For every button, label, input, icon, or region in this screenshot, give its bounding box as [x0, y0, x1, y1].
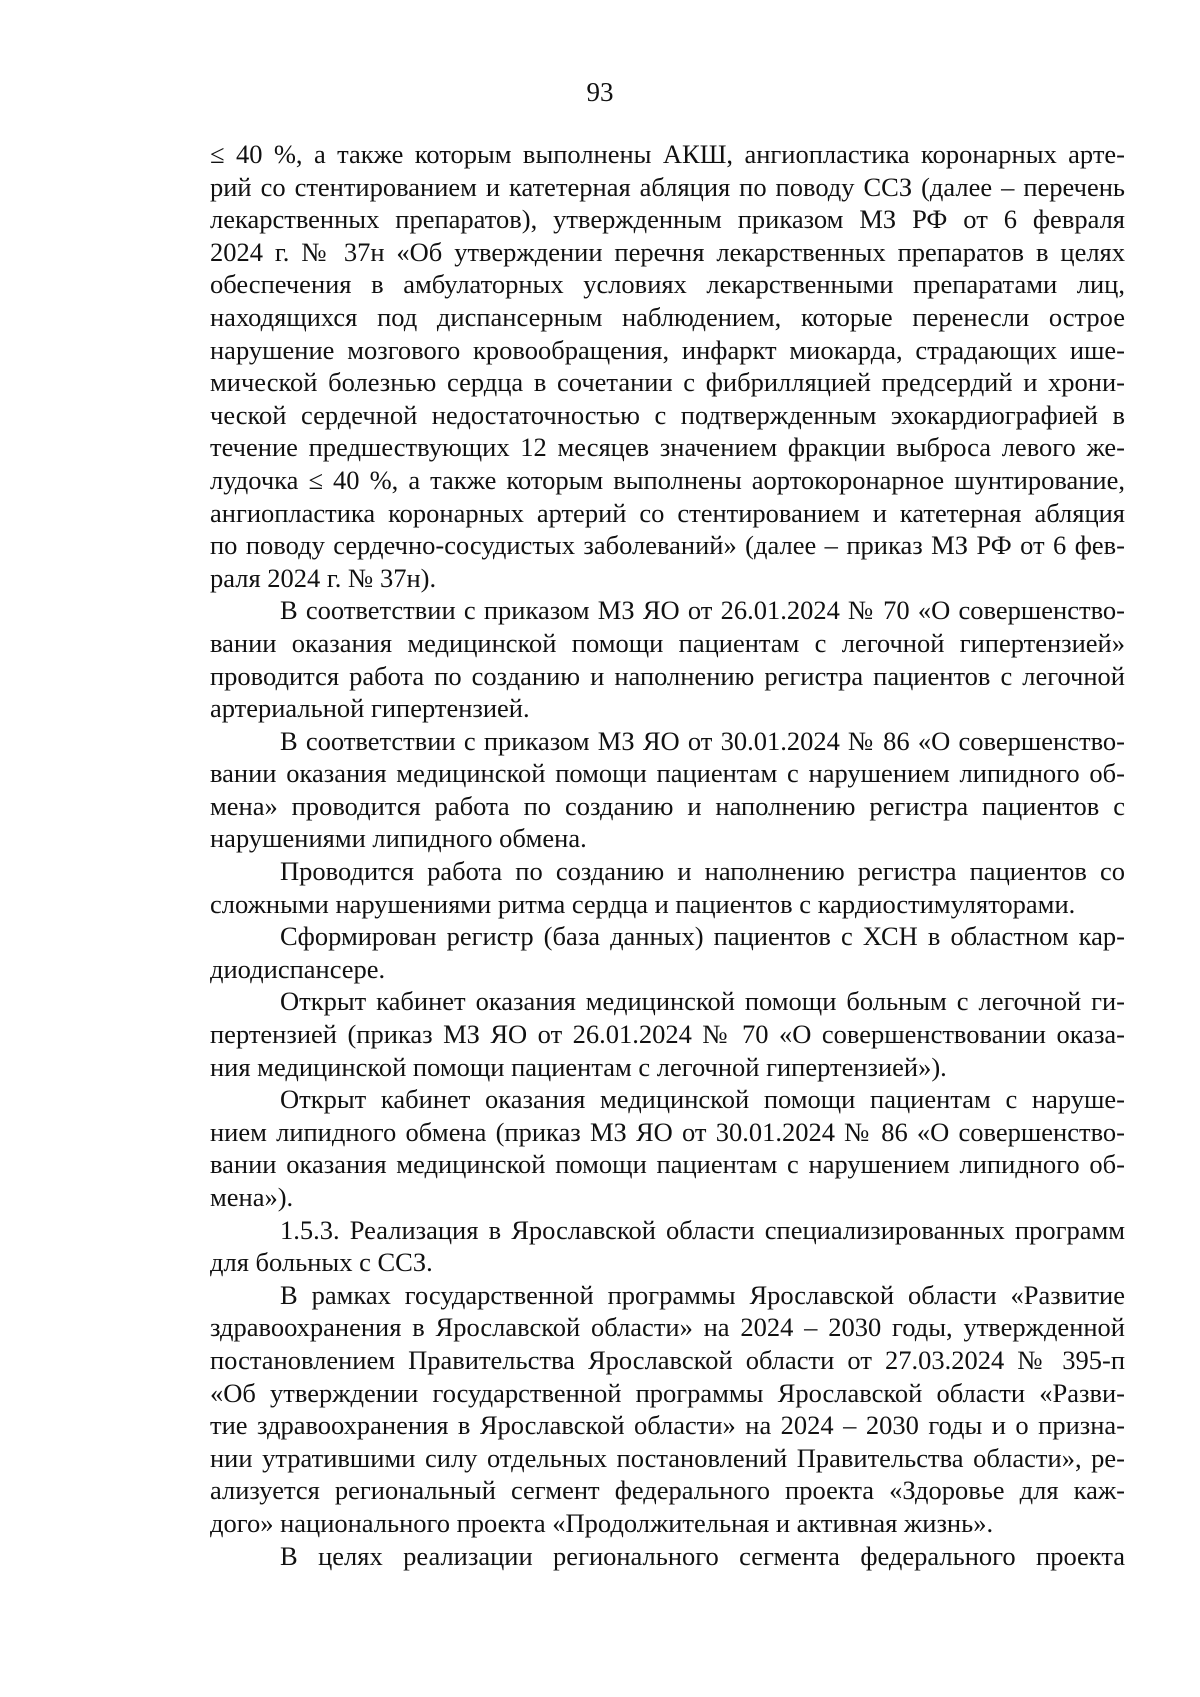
text-line: дого» национального проекта «Продолжительная и активная жизнь».	[210, 1507, 994, 1538]
text-line: В соответствии с приказом МЗ ЯО от 30.01.2024 № 86 «О совершенство-	[280, 725, 1125, 756]
text-line: лекарственных препаратов), утвержденным приказом МЗ РФ от 6 февраля	[210, 204, 1125, 235]
text-line: нарушениями липидного обмена.	[210, 823, 587, 854]
text-line: проводится работа по созданию и наполнению регистра пациентов с легочной	[210, 660, 1125, 691]
text-line: нии утратившими силу отдельных постановлений Правительства области», ре-	[210, 1442, 1125, 1473]
text-line: постановлением Правительства Ярославской области от 27.03.2024 № 395-п	[210, 1344, 1125, 1375]
text-line: нарушение мозгового кровообращения, инфаркт миокарда, страдающих ише-	[210, 334, 1125, 365]
text-line: течение предшествующих 12 месяцев значением фракции выброса левого же-	[210, 432, 1125, 463]
text-line: лудочка ≤ 40 %, а также которым выполнены аортокоронарное шунтирование,	[210, 464, 1125, 495]
document-body-text	[210, 138, 1125, 1572]
text-line: 1.5.3. Реализация в Ярославской области специализированных программ	[280, 1214, 1125, 1245]
text-line: для больных с ССЗ.	[210, 1247, 433, 1278]
text-line: мена»).	[210, 1182, 294, 1212]
text-line: Проводится работа по созданию и наполнению регистра пациентов со	[280, 856, 1125, 887]
text-line: рий со стентированием и катетерная абляция по поводу ССЗ (далее – перечень	[210, 171, 1125, 202]
text-line: по поводу сердечно-сосудистых заболеваний» (далее – приказ МЗ РФ от 6 фев-	[210, 530, 1125, 561]
text-line: нием липидного обмена (приказ МЗ ЯО от 30.01.2024 № 86 «О совершенство-	[210, 1116, 1125, 1147]
text-line: мена» проводится работа по созданию и наполнению регистра пациентов с	[210, 790, 1125, 821]
text-line: ческой сердечной недостаточностью с подтвержденным эхокардиографией в	[210, 399, 1125, 430]
text-line: Открыт кабинет оказания медицинской помощи пациентам с наруше-	[280, 1084, 1125, 1115]
text-line: 2024 г. № 37н «Об утверждении перечня лекарственных препаратов в целях	[210, 236, 1125, 267]
text-line: вании оказания медицинской помощи пациентам с легочной гипертензией»	[210, 627, 1125, 658]
text-line: находящихся под диспансерным наблюдением, которые перенесли острое	[210, 301, 1125, 332]
text-line: сложными нарушениями ритма сердца и пациентов с кардиостимуляторами.	[210, 888, 1076, 919]
text-line: мической болезнью сердца в сочетании с фибрилляцией предсердий и хрони-	[210, 367, 1125, 398]
text-line: В целях реализации регионального сегмента федерального проекта	[280, 1540, 1125, 1571]
text-line: диодиспансере.	[210, 953, 386, 984]
text-line: Открыт кабинет оказания медицинской помощи больным с легочной ги-	[280, 986, 1125, 1017]
page-number: 93	[586, 77, 614, 107]
text-line: ≤ 40 %, а также которым выполнены АКШ, ангиопластика коронарных арте-	[210, 139, 1125, 169]
text-line: В рамках государственной программы Ярославской области «Развитие	[280, 1279, 1125, 1310]
text-line: обеспечения в амбулаторных условиях лекарственными препаратами лиц,	[210, 269, 1125, 300]
text-line: вании оказания медицинской помощи пациентам с нарушением липидного об-	[210, 1149, 1125, 1180]
text-line: артериальной гипертензией.	[210, 693, 530, 724]
text-line: пертензией (приказ МЗ ЯО от 26.01.2024 № 70 «О совершенствовании оказа-	[210, 1019, 1125, 1050]
text-line: ния медицинской помощи пациентам с легочной гипертензией»).	[210, 1051, 947, 1082]
text-line: ализуется региональный сегмент федерального проекта «Здоровье для каж-	[210, 1475, 1125, 1506]
text-line: «Об утверждении государственной программы Ярославской области «Разви-	[210, 1377, 1125, 1408]
text-line: В соответствии с приказом МЗ ЯО от 26.01.2024 № 70 «О совершенство-	[280, 595, 1125, 626]
text-line: Сформирован регистр (база данных) пациентов с ХСН в областном кар-	[280, 921, 1125, 952]
text-line: тие здравоохранения в Ярославской области» на 2024 – 2030 годы и о призна-	[210, 1410, 1125, 1441]
text-line: здравоохранения в Ярославской области» на 2024 – 2030 годы, утвержденной	[210, 1312, 1125, 1343]
text-line: вании оказания медицинской помощи пациентам с нарушением липидного об-	[210, 758, 1125, 789]
text-line: раля 2024 г. № 37н).	[210, 562, 437, 593]
text-line: ангиопластика коронарных артерий со стентированием и катетерная абляция	[210, 497, 1125, 528]
